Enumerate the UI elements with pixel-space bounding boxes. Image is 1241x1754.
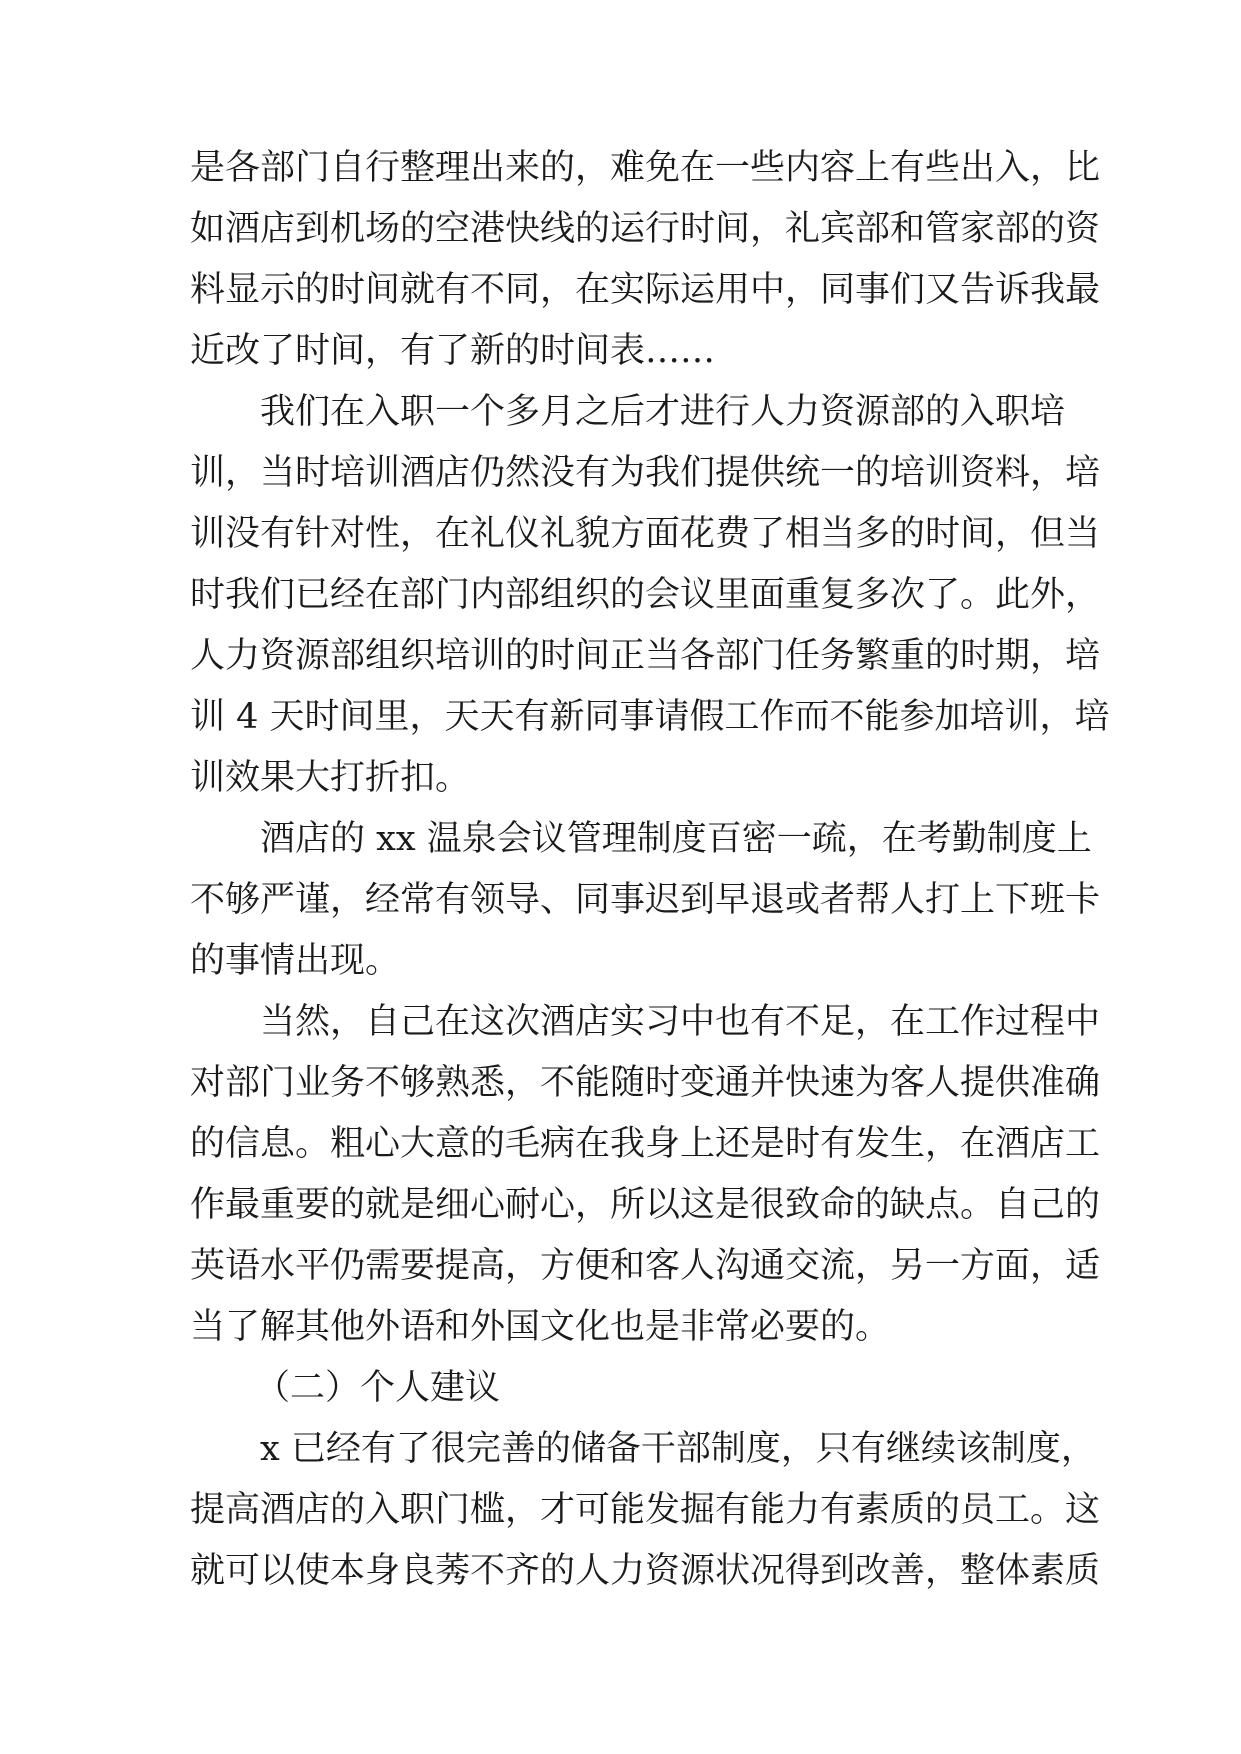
paragraph-line: 人力资源部组织培训的时间正当各部门任务繁重的时期，培 [190,636,1101,676]
paragraph-line: 就可以使本身良莠不齐的人力资源状况得到改善，整体素质 [190,1551,1101,1591]
paragraph-line: 训没有针对性，在礼仪礼貌方面花费了相当多的时间，但当 [190,514,1101,554]
paragraph-line: 对部门业务不够熟悉，不能随时变通并快速为客人提供准确 [190,1063,1101,1103]
paragraph-line: 的事情出现。 [190,941,401,981]
paragraph-line: 作最重要的就是细心耐心，所以这是很致命的缺点。自己的 [190,1185,1101,1225]
paragraph-line: 训，当时培训酒店仍然没有为我们提供统一的培训资料，培 [190,453,1101,493]
paragraph-line: 如酒店到机场的空港快线的运行时间，礼宾部和管家部的资 [190,209,1101,249]
section-heading: （二）个人建议 [255,1368,501,1408]
paragraph-line: 近改了时间，有了新的时间表…… [190,331,716,371]
paragraph-line: 训 4 天时间里，天天有新同事请假工作而不能参加培训，培 [190,697,1110,737]
paragraph-line: 的信息。粗心大意的毛病在我身上还是时有发生，在酒店工 [190,1124,1101,1164]
paragraph-line: 英语水平仍需要提高，方便和客人沟通交流，另一方面，适 [190,1246,1101,1286]
paragraph-line: 我们在入职一个多月之后才进行人力资源部的入职培 [260,392,1066,432]
paragraph-line: 不够严谨，经常有领导、同事迟到早退或者帮人打上下班卡 [190,880,1101,920]
paragraph-line: 酒店的 xx 温泉会议管理制度百密一疏，在考勤制度上 [260,819,1092,859]
paragraph-line: 提高酒店的入职门槛，才可能发掘有能力有素质的员工。这 [190,1490,1101,1530]
paragraph-line: 是各部门自行整理出来的，难免在一些内容上有些出入，比 [190,148,1101,188]
paragraph-line: x 已经有了很完善的储备干部制度，只有继续该制度， [260,1429,1096,1469]
paragraph-line: 时我们已经在部门内部组织的会议里面重复多次了。此外， [190,575,1101,615]
paragraph-line: 当了解其他外语和外国文化也是非常必要的。 [190,1307,891,1347]
paragraph-line: 当然，自己在这次酒店实习中也有不足，在工作过程中 [260,1002,1101,1042]
paragraph-line: 训效果大打折扣。 [190,758,471,798]
paragraph-line: 料显示的时间就有不同，在实际运用中，同事们又告诉我最 [190,270,1101,310]
